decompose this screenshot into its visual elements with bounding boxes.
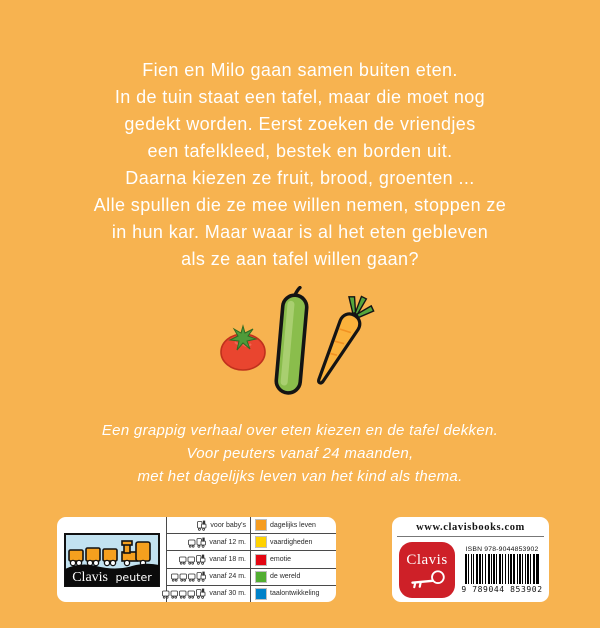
svg-text:Clavis peuter (72, 568, 152, 585)
blurb-line: in hun kar. Maar waar is al het eten gebleven (111, 222, 489, 242)
category-cell (251, 551, 336, 567)
clavis-logo (399, 542, 455, 598)
age-table-row (167, 585, 336, 602)
blurb-line: gedekt worden. Eerst zoeken de vriendjes (124, 114, 476, 134)
tagline-line: met het dagelijks leven van het kind als thema. (137, 468, 463, 485)
category-color-chip (256, 537, 266, 547)
category-label: vaardigheden (270, 538, 313, 546)
series-info-box (57, 517, 336, 602)
category-label: taalontwikkeling (270, 590, 320, 598)
category-color-chip (256, 572, 266, 582)
age-label: vanaf 12 m. (209, 538, 246, 546)
tagline (0, 419, 600, 488)
clavis-peuter-logo (64, 533, 160, 587)
blurb-line: als ze aan tafel willen gaan? (181, 249, 419, 269)
age-cell (167, 534, 251, 550)
age-cell (167, 586, 251, 602)
category-color-chip (256, 555, 266, 565)
category-cell (251, 569, 336, 585)
train-size-icon (171, 571, 207, 582)
tagline-line: Voor peuters vanaf 24 maanden, (186, 445, 414, 462)
barcode-bars (465, 554, 540, 584)
category-color-chip (256, 520, 266, 530)
blurb-line: Daarna kiezen ze fruit, brood, groenten ... (125, 168, 475, 188)
blurb-line: Fien en Milo gaan samen buiten eten. (142, 60, 458, 80)
category-label: dagelijks leven (270, 521, 316, 529)
publisher-website: www.clavisbooks.com (416, 522, 525, 533)
series-logo-series: peuter (114, 570, 152, 584)
carrot-icon (308, 291, 377, 389)
age-cell (167, 569, 251, 585)
age-table-row (167, 533, 336, 550)
age-label: vanaf 18 m. (209, 556, 246, 563)
blurb-line: In de tuin staat een tafel, maar die moet nog (114, 87, 486, 107)
age-cell (167, 551, 251, 567)
age-cell (167, 517, 251, 533)
tagline-line: Een grappig verhaal over eten kiezen en de tafel dekken. (101, 422, 499, 439)
barcode-block (462, 546, 542, 594)
age-table-row (167, 517, 336, 533)
series-logo-brand: Clavis (71, 569, 108, 585)
category-cell (251, 517, 336, 533)
age-label: vanaf 30 m. (209, 590, 246, 598)
blurb-line: een tafelkleed, bestek en borden uit. (147, 141, 453, 161)
age-table (167, 517, 336, 602)
clavis-logo-text: Clavis (406, 551, 448, 568)
key-icon (406, 569, 448, 589)
isbn-label: ISBN 978-9044853902 (465, 546, 539, 553)
cucumber-icon (275, 286, 308, 394)
barcode-digits: 9 789044 853902 (461, 585, 543, 594)
age-table-row (167, 568, 336, 585)
train-size-icon (197, 520, 207, 531)
category-cell (251, 586, 336, 602)
blurb-line: Alle spullen die ze mee willen nemen, stoppen ze (93, 195, 507, 215)
age-label: vanaf 24 m. (209, 573, 246, 581)
train-size-icon (188, 537, 207, 548)
series-logo-cell (57, 517, 167, 602)
category-color-chip (256, 589, 266, 599)
category-cell (251, 534, 336, 550)
back-cover-blurb (0, 57, 600, 273)
tomato-icon (221, 326, 265, 370)
category-label: de wereld (270, 573, 301, 581)
age-table-row (167, 550, 336, 567)
age-label: voor baby's (210, 521, 246, 529)
train-size-icon (179, 554, 206, 565)
vegetables-illustration (193, 286, 407, 410)
category-label: emotie (270, 556, 292, 563)
publisher-box (392, 517, 549, 602)
train-size-icon (162, 588, 206, 599)
